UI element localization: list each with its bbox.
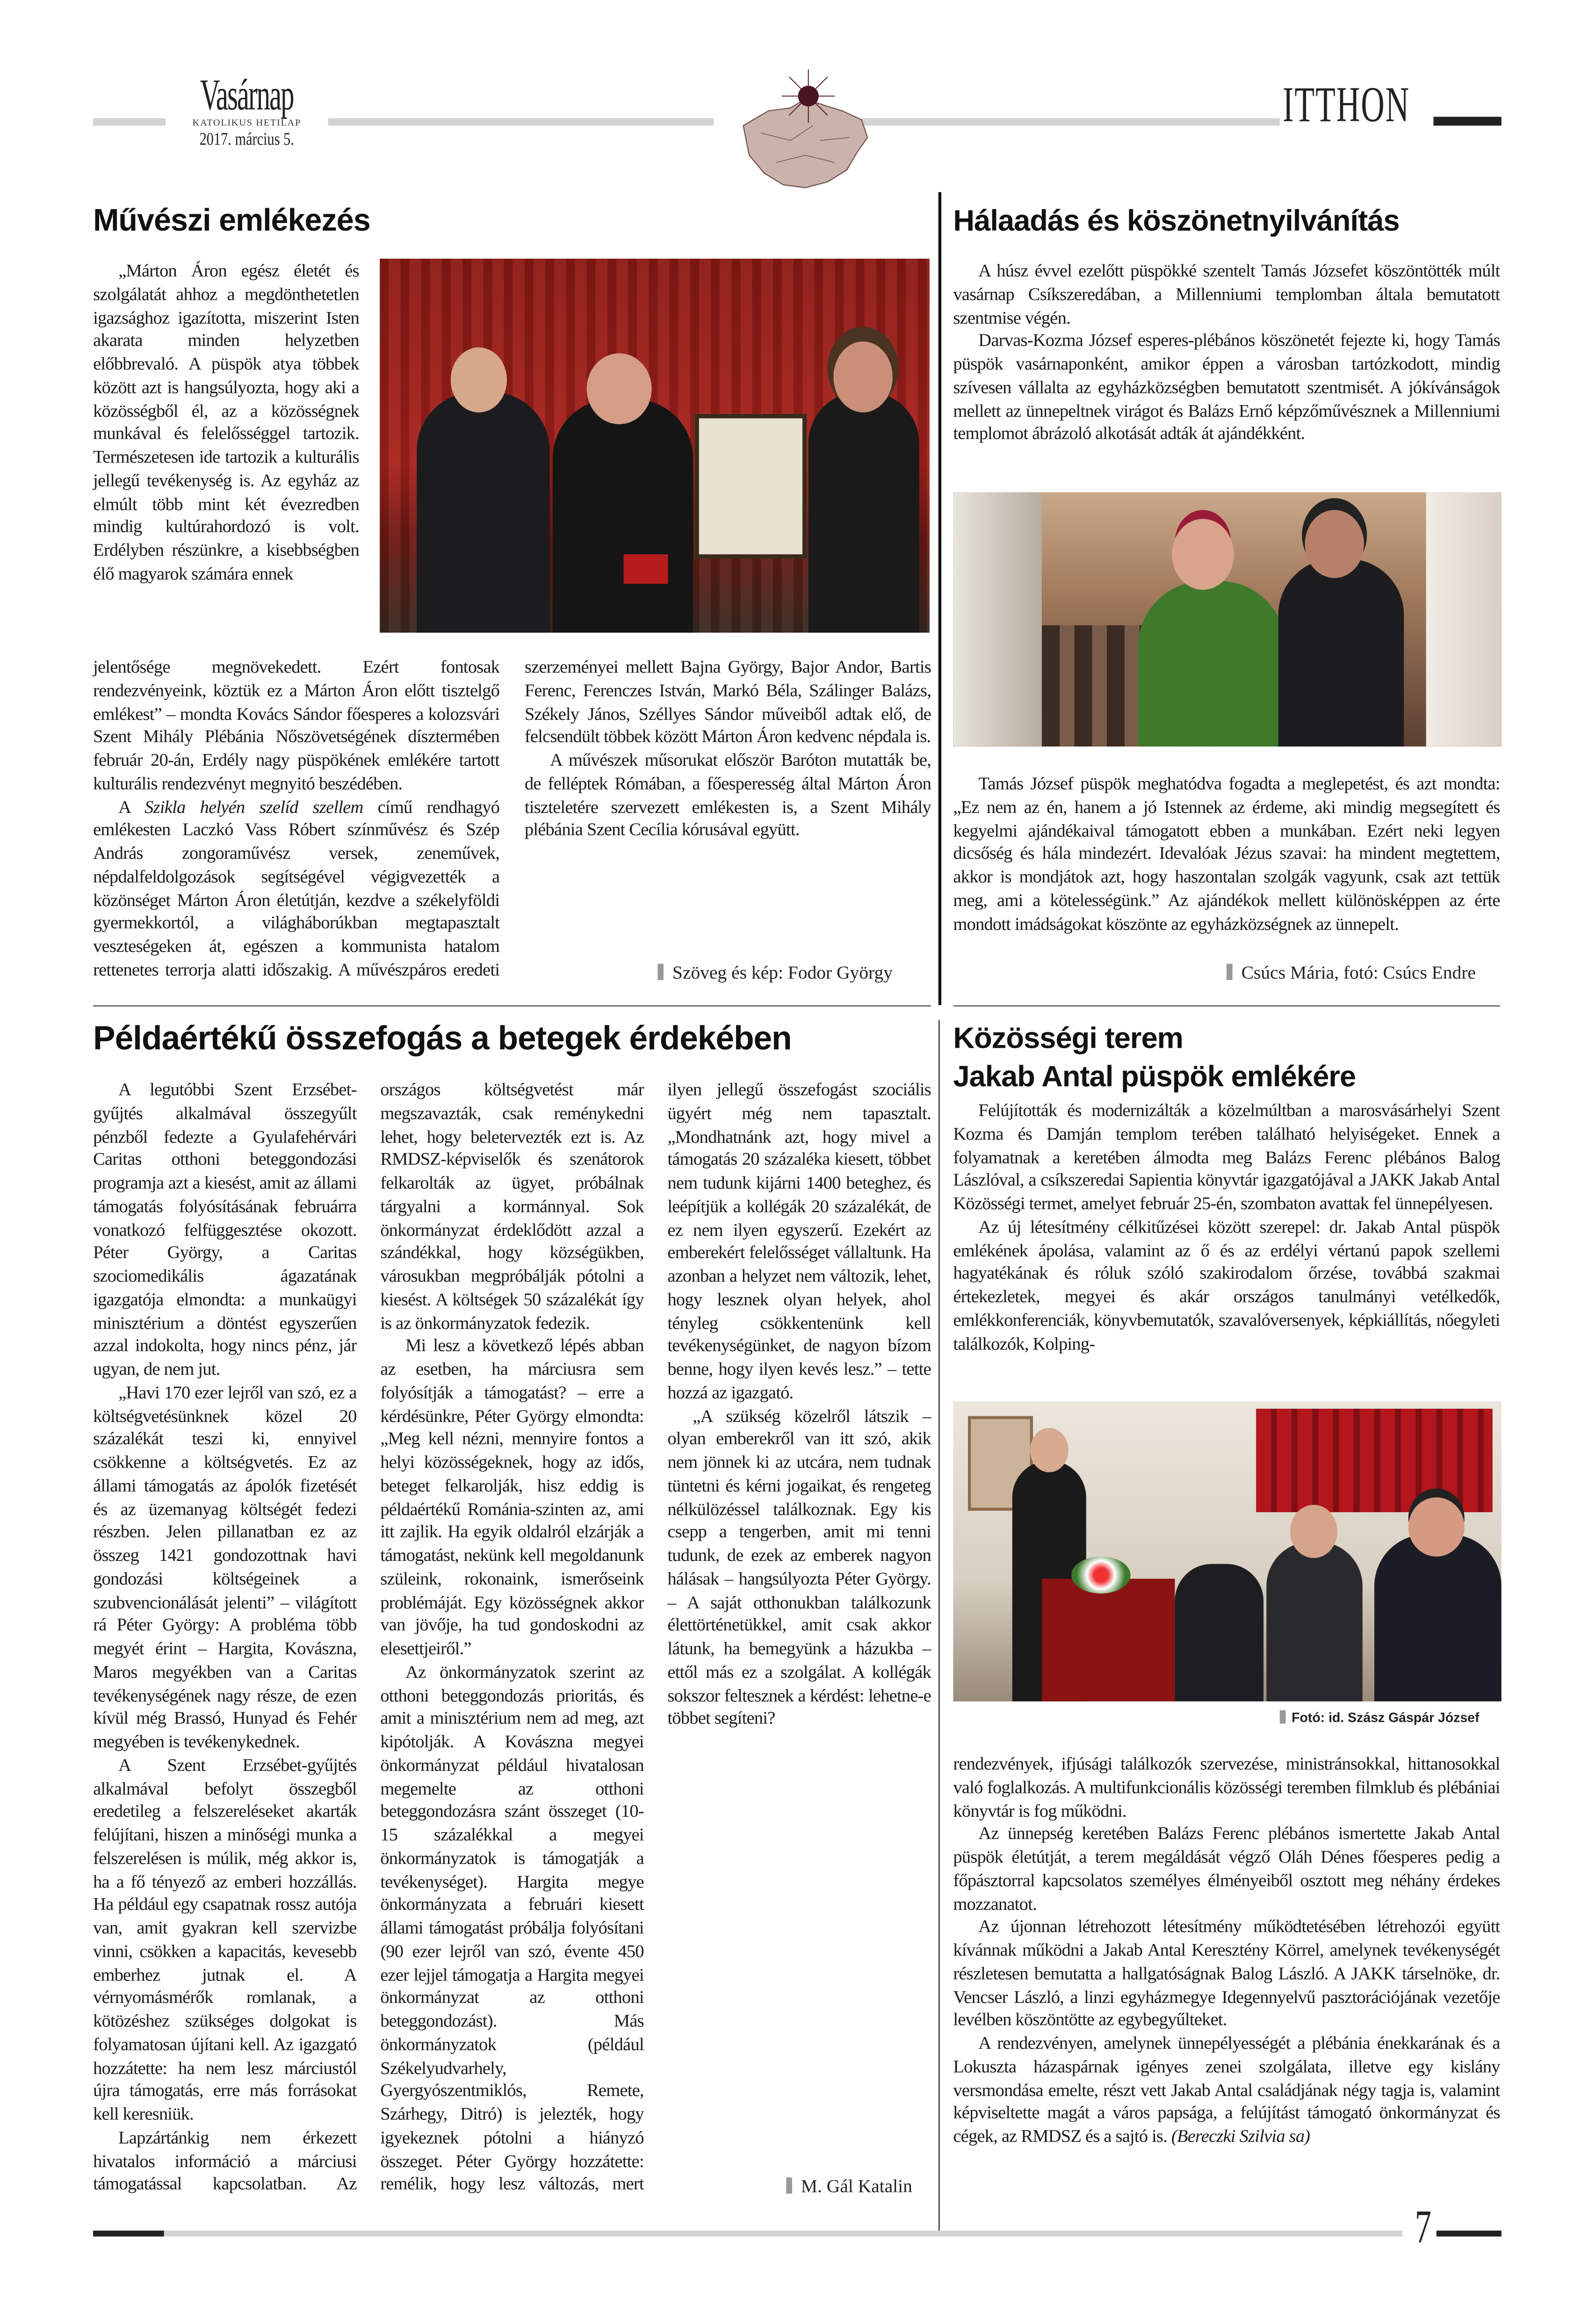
article-body xyxy=(953,1100,1500,1380)
paragraph: A legutóbbi Szent Erzsébet-gyűjtés alkalmával összegyűlt pénzből fedezte a Gyulafehérvári Caritas otthoni beteggondozási programja azt a kiesést, amit az állami támogatás folyósításának februárra vonatkozó felfüggesztése okozott. Péter György, a Caritas szociomedikális ágazatának igazgatója elmondta: a munkaügyi minisztérium a döntést egyszerűen azzal indokolta, hogy nincs pénz, jár ugyan, de nem jut. xyxy=(93,1079,357,1379)
article-body-cont xyxy=(953,1753,1500,2149)
article-title: Példaértékű összefogás a betegek érdekében xyxy=(93,1020,792,1057)
photo-community-room-inauguration xyxy=(953,1401,1501,1702)
photo-caption xyxy=(1280,1710,1480,1725)
article-body xyxy=(953,260,1500,446)
section-title: ITTHON xyxy=(1283,78,1410,133)
masthead-subtitle: KATOLIKUS HETILAP xyxy=(192,118,301,129)
column-divider-lower xyxy=(939,1020,940,2232)
article-body xyxy=(93,1079,931,2203)
article-title: Hálaadás és köszönetnyilvánítás xyxy=(953,205,1400,238)
paragraph: jelentősége megnövekedett. Ezért fontosak rendezvényeink, köztük ez a Márton Áron előtt tisztelgő emlékest” – mondta Kovács Sándor főesperes a kolozsvári Szent Mihály Plébánia Nőszövetségének dísztermében február 20-án, Erdély nagy püspökének emlékére tartott kulturális rendezvényt megnyitó beszédében. xyxy=(93,656,500,794)
paragraph: Az újonnan létrehozott létesítmény működtetésében létrehozói együtt kívánnak működni a Jakab Antal Keresztény Körrel, amelynek tevékenységét részletesen bemutatta a hallgatóságnak Balog László. A JAKK társelnöke, dr. Vencser László, a linzi egyházmegye Idegennyelvű pasztorációjának vezetője levélben köszöntötte az egybegyűlteket. xyxy=(953,1916,1500,2030)
paragraph: A művészek műsorukat először Baróton mutatták be, de felléptek Rómában, a főesperesség által Márton Áron tiszteletére szervezett emlékesten is, a Szent Mihály plébánia Szent Cecília kórusával együtt. xyxy=(524,749,931,840)
title-line: Jakab Antal püspök emlékére xyxy=(953,1061,1356,1094)
paragraph: Tamás József püspök meghatódva fogadta a meglepetést, és azt mondta: „Ez nem az én, hanem a jó Istennek az érdeme, aki mindig megsegített és kegyelmi ajándékaival támogatott ebben a munkában. Ezért neki legyen dicsőség és hála mindezért. Idevalóak Jézus szavai: ha mindent megtettem, akkor is mondjátok azt, hogy haszontalan szolgák vagyunk, csak azt tettük meg, ami a kötelességünk.” Az ajándékok mellett különösképpen az érte mondott imádságokat köszönte az egyházközségnek az ünnepelt. xyxy=(953,773,1500,934)
title-line: Közösségi terem xyxy=(953,1023,1183,1056)
page-number: 7 xyxy=(1415,2199,1431,2253)
photo-three-men-with-portrait xyxy=(380,259,930,633)
paragraph: Az ünnepség keretében Balázs Ferenc plébános ismertette Jakab Antal püspök életútját, a terem megáldását végző Oláh Dénes főesperes pedig a főpásztorral kapcsolatos személyes élményeiből osztott meg néhány érdekes mozzanatot. xyxy=(953,1823,1500,1914)
paragraph: Felújították és modernizálták a közelmúltban a marosvásárhelyi Szent Kozma és Damján templom terében található helyiségeket. Ennek a folyamatnak a keretében álmodta meg Balázs Ferenc plébános Balog Lászlóval, a csíkszeredai Sapientia könyvtár igazgatójával a JAKK Jakab Antal Közösségi termet, amelyet február 25-én, szombaton avattak fel ünnepélyesen. xyxy=(953,1100,1500,1214)
author-signature: Csúcs Mária, fotó: Csúcs Endre xyxy=(1227,962,1476,984)
text: A rendezvényen, amelynek ünnepélyességét a plébánia énekkarának és a Lokuszta házaspárnak igényes zenei szolgálata, illetve egy kislány versmondása emelte, részt vett Jakab Antal családjának négy tagja is, valamint képviseltette magát a város papsága, a felújítást támogató önkormányzat és cégek, az RMDSZ és a sajtó is. xyxy=(953,2032,1500,2147)
photo-bishop-greeting xyxy=(953,492,1501,747)
article-title: Művészi emlékezés xyxy=(93,204,370,238)
paragraph: „Havi 170 ezer lejről van szó, ez a költségvetésünknek közel 20 százalékát teszi ki, ennyivel csökkenne a költségvetés. Ez az állami támogatás az ápolók fizetését és az üzemanyag költségét fedezi részben. Jelen pillanatban ez az összeg 1421 gondozottnak havi gondozási költségeinek a szubvencionálását jelenti” – világított rá Péter György: A probléma több megyét érint – Hargita, Kovászna, Maros megyékben van a Caritas tevékenységének nagy része, de ezen kívül még Brassó, Hunyad és Fehér megyében is tevékenykednek. xyxy=(93,1381,357,1752)
paragraph: A húsz évvel ezelőtt püspökké szentelt Tamás Józsefet köszöntötték múlt vasárnap Csíkszeredában, a Millenniumi templomban általa bemutatott szentmise végén. xyxy=(953,260,1500,327)
paragraph: A Szent Erzsébet-gyűjtés alkalmával befolyt összegből eredetileg a felszereléseket akarták felújítani, hiszen a minőségi munka a felszerelésen is múlik, még akkor is, ha a fő tényező az emberi hozzállás. Ha például egy csapatnak rossz autója van, amit gyakran kell szervizbe vinni, csökken a kapacitás, kevesebb emberhez jutnak el. A vérnyomásmérők romlanak, a kötözéshez szükséges dolgokat is folyamatosan újítani kell. Az igazgató hozzátette: ha nem lesz márciustól újra támogatás, erre más forrásokat kell keresniük. xyxy=(93,1754,357,2125)
author-byline: (Bereczki Szilvia sa) xyxy=(1171,2125,1310,2147)
section-divider-right xyxy=(953,1005,1500,1007)
issue-date: 2017. március 5. xyxy=(199,128,294,150)
paragraph: „Márton Áron egész életét és szolgálatát ahhoz a megdönthetetlen igazsághoz igazította, miszerint Isten akarata minden helyzetben előbbrevaló. A püspök atya többek között azt is hangsúlyozta, hogy aki a közösségből él, az a közösségnek munkával és felelősséggel tartozik. Természetesen ide tartozik a kulturális jellegű tevékenység is. Az egyház az elmúlt több mint két évezredben mindig kultúrahordozó is volt. Erdélyben részünkre, a kisebbségben élő magyarok számára ennek xyxy=(93,260,359,584)
article-title xyxy=(953,1020,1356,1097)
paragraph: Az önkormányzatok szerint az otthoni beteggondozás prioritás, és amit a minisztérium nem ad meg, azt kipótolják. A Kovászna megyei önkormányzat például hivatalosan megemelte az otthoni beteggondozásra szánt összeget (10-15 százalékkal a megyei önkormányzatok is támogatják a tevékenységet). Hargita megye önkormányzata a februári kiesett állami támogatást próbálja folyósítani (90 ezer lejről van szó, évente 450 ezer lejjel támogatja a Hargita megyei önkormányzat az otthoni beteggondozást). Más önkormányzatok (például Székelyudvarhely, Gyergyószentmiklós, Remete, Szárhegy, Ditró) is jelezték, hogy igyekeznek pótolni a hiányzó összeget. Péter György hozzátette: remélik, hogy lesz változás, mert ilyen jellegű összefogást szociális ügyért még nem tapasztalt. „Mondhatnánk azt, hogy mivel a támogatás 20 százaléka kiesett, többet nem tudunk kijárni 1400 beteghez, és leépítjük a kollégák 20 százalékát, de ez nem ilyen egyszerű. Ezekért az emberekért felelősséget vállaltunk. Ha azonban a helyzet nem változik, lehet, hogy lesznek olyan helyek, ahol tényleg csökkentenünk kell tevékenységünket, de nagyon bízom benne, hogy ilyen kevés lesz.” – tette hozzá az igazgató. xyxy=(380,1079,931,2194)
masthead-logo xyxy=(166,71,328,151)
caption-text: Fotó: id. Szász Gáspár József xyxy=(1292,1710,1480,1725)
article-body-cont xyxy=(953,773,1500,936)
article-body xyxy=(93,656,931,989)
author-signature: M. Gál Katalin xyxy=(786,2176,912,2198)
paragraph: Lapzártánkig nem érkezett hivatalos információ a márciusi támogatással kapcsolatban. Az országos költségvetést már megszavazták, csak reménykedni lehet, hogy beletervezték ezt is. Az RMDSZ-képviselők és szenátorok felkarolták az ügyet, próbálnak tárgyalni a kormánnyal. Sok önkormányzat érdeklődött azzal a szándékkal, hogy községükben, városukban megpróbálják pótolni a kiesést. A költségek 50 százalékát így is az önkormányzatok fedezik. xyxy=(93,1079,644,2194)
paragraph: Mi lesz a következő lépés abban az esetben, ha márciusra sem folyósítják a támogatást? – erre a kérdésünkre, Péter György elmondta: „Meg kell nézni, mennyire fontos a helyi közösségeknek, hogy az idős, beteget felkarolják, hisz eddig is példaértékű Románia-szinten az, ami itt zajlik. Ha egyik oldalról elzárják a támogatást, nekünk kell megoldanunk szüleink, rokonaink, ismerőseink problémáját. Egy közösségnek akkor van jövője, ha tud gondoskodni az elesettjeiről.” xyxy=(380,1335,644,1659)
footer-bar-left xyxy=(93,2231,164,2237)
paragraph: Az új létesítmény célkitűzései között szerepel: dr. Jakab Antal püspök emlékének ápolása, valamint az ő és az erdélyi vértanú papok szellemi hagyatékának és róluk szóló szakirodalom őrzése, továbbá szakmai értekezletek, megyei és akár országos tanulmányi vetélkedők, emlékkonferenciák, könyvbemutatók, szavalóversenyek, képkiállítás, nőegyleti találkozók, Kolping- xyxy=(953,1216,1500,1354)
work-title: Szikla helyén szelíd szellem xyxy=(144,796,363,817)
article-lead xyxy=(93,260,359,586)
column-divider xyxy=(939,192,941,1005)
section-divider-left xyxy=(93,1005,931,1007)
footer-rule xyxy=(164,2231,1402,2237)
author-signature: Szöveg és kép: Fodor György xyxy=(657,962,893,984)
section-bar xyxy=(1433,117,1501,126)
transylvania-map-logo xyxy=(731,66,879,199)
header-rule-right xyxy=(861,118,1279,126)
footer-bar-right xyxy=(1437,2231,1502,2237)
text: című rendhagyó emlékesten Laczkó Vass Róbert színművész és Szép András zongoraművész versek, zeneművek, népdalfeldolgozások segítségével végigvezették a közönséget Márton Áron életútján, kezdve a székelyföldi gyermekkortól, a világháborúkban megtapasztalt veszteségeken át, egészen a kommunista hatalom rettenetes terrorja alatti időszakig. A művészpáros eredeti szerzeményei mellett Bajna György, Bajor Andor, Bartis Ferenc, Ferenczes István, Markó Béla, Szálinger Balázs, Székely János, Széllyes Sándor műveiből adtak elő, de felcsendült többek között Márton Áron kedvenc népdala is. xyxy=(93,656,931,980)
paragraph: Darvas-Kozma József esperes-plébános köszönetét fejezte ki, hogy Tamás püspök vasárnaponként, amikor éppen a városban tartózkodott, mindig szívesen vállalta az egyházközségben bemutatott szentmisét. A jókívánságok mellett az ünnepeltnek virágot és Balázs Ernő képzőművésznek a Millenniumi templomot ábrázoló alkotását adták át ajándékként. xyxy=(953,330,1500,444)
paragraph: „A szükség közelről látszik – olyan emberekről van itt szó, akik nem jönnek ki az utcára, nem tudnak tüntetni és kérni jogaikat, és rengeteg nélkülözéssel találkoznak. Egy kis csepp a tengerben, amit mi tenni tudunk, de ezek az emberek nagyon hálásak – hangsúlyozta Péter György. – A saját otthonukban találkozunk élettörténetükkel, amit csak akkor látunk, ha bemegyünk a házukba – ettől más ez a szolgálat. A kollégák sokszor feltesznek a kérdést: lehetne-e többet segíteni? xyxy=(667,1405,931,1729)
paragraph xyxy=(953,2032,1500,2149)
masthead-title: Vasárnap xyxy=(200,71,294,120)
paragraph: rendezvények, ifjúsági találkozók szervezése, ministránsokkal, hittanosokkal való foglalkozás. A multifunkcionális közösségi teremben filmklub és plébániai könyvtár is fog működni. xyxy=(953,1753,1500,1821)
text: A xyxy=(118,796,145,817)
